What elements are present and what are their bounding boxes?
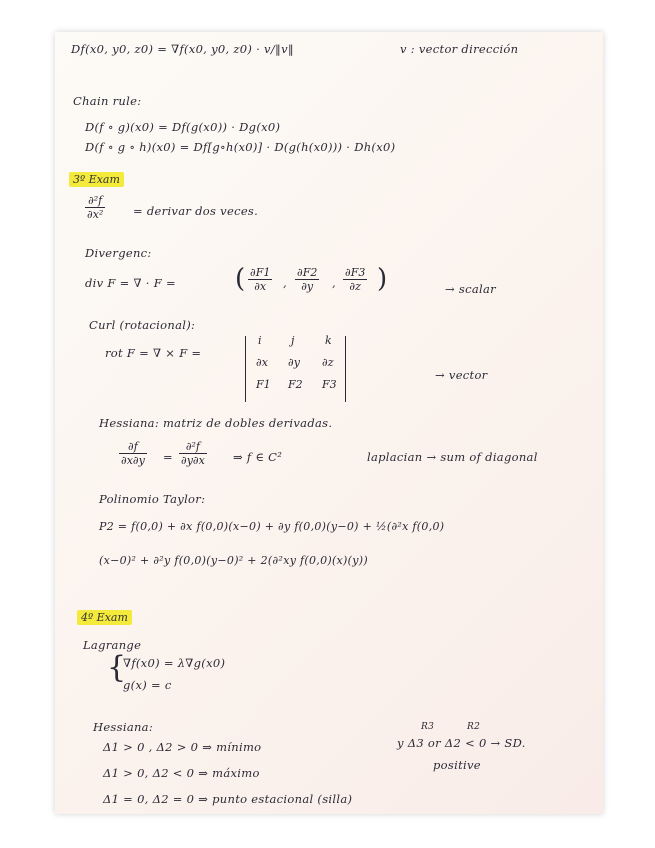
div-comma-2: , — [332, 276, 336, 290]
taylor-line-1: P2 = f(0,0) + ∂x f(0,0)(x−0) + ∂y f(0,0)(y−0) + ½(∂²x f(0,0) — [99, 520, 445, 533]
direction-vector-note: v : vector dirección — [400, 42, 519, 56]
matrix-f2: F2 — [288, 378, 303, 391]
det-left-bar — [245, 336, 246, 402]
exam-4-highlight: 4º Exam — [77, 610, 132, 625]
matrix-dz: ∂z — [322, 356, 334, 369]
divergence-title: Divergenc: — [85, 246, 152, 260]
mixed2-den: ∂y∂x — [181, 454, 205, 467]
hessian-condition-min: Δ1 > 0 , Δ2 > 0 ⇒ mínimo — [103, 740, 262, 754]
exam-3-highlight: 3º Exam — [69, 172, 124, 187]
matrix-j: j — [291, 334, 295, 347]
divergence-lhs: div F = ∇ · F = — [85, 276, 176, 290]
div-comma-1: , — [283, 276, 287, 290]
lagrange-brace: { — [107, 650, 127, 685]
second-derivative-fraction — [85, 194, 105, 221]
lagrange-eq-1: ∇f(x0) = λ∇g(x0) — [123, 656, 226, 670]
chain-rule-line-2: D(f ∘ g ∘ h)(x0) = Df[g∘h(x0)] · D(g(h(x0))) · Dh(x0) — [85, 140, 396, 154]
matrix-f3: F3 — [322, 378, 337, 391]
mixed1-den: ∂x∂y — [121, 454, 145, 467]
div-open-paren: ( — [235, 264, 246, 294]
div-frac-2 — [295, 266, 319, 293]
directional-derivative: Df(x0, y0, z0) = ∇f(x0, y0, z0) · v/‖v‖ — [71, 42, 294, 56]
div-f3-den: ∂z — [349, 280, 361, 293]
positive-note: positive — [433, 758, 481, 772]
notebook-page — [55, 32, 603, 814]
equals-sign: = — [163, 450, 173, 464]
hessian-title: Hessiana: matriz de dobles derivadas. — [99, 416, 333, 430]
matrix-i: i — [258, 334, 262, 347]
curl-lhs: rot F = ∇ × F = — [105, 346, 202, 360]
definiteness-note: y Δ3 or Δ2 < 0 → SD. — [397, 736, 526, 750]
lagrange-title: Lagrange — [83, 638, 142, 652]
div-f1-den: ∂x — [254, 280, 267, 293]
matrix-dy: ∂y — [288, 356, 300, 369]
taylor-title: Polinomio Taylor: — [99, 492, 206, 506]
matrix-f1: F1 — [256, 378, 271, 391]
matrix-dx: ∂x — [256, 356, 268, 369]
mixed2-num: ∂²f — [179, 440, 207, 454]
curl-title: Curl (rotacional): — [89, 318, 196, 332]
det-right-bar — [345, 336, 346, 402]
hessian-condition-max: Δ1 > 0, Δ2 < 0 ⇒ máximo — [103, 766, 260, 780]
matrix-k: k — [325, 334, 332, 347]
second-derivative-text: = derivar dos veces. — [133, 204, 259, 218]
div-frac-3 — [343, 266, 367, 293]
second-derivative-num: ∂²f — [85, 194, 105, 208]
taylor-line-2: (x−0)² + ∂²y f(0,0)(y−0)² + 2(∂²xy f(0,0)(x)(y)) — [99, 554, 368, 567]
div-f2-den: ∂y — [301, 280, 314, 293]
div-f3-num: ∂F3 — [345, 266, 366, 279]
hessian-condition-saddle: Δ1 = 0, Δ2 = 0 ⇒ punto estacional (silla) — [103, 792, 353, 806]
second-derivative-den: ∂x² — [87, 208, 104, 221]
mixed-partial-1 — [119, 440, 147, 467]
laplacian-note: laplacian → sum of diagonal — [367, 450, 538, 464]
chain-rule-title: Chain rule: — [73, 94, 142, 108]
hessian-implication: ⇒ f ∈ C² — [233, 450, 283, 464]
curl-result: → vector — [435, 368, 488, 382]
div-frac-1 — [248, 266, 272, 293]
lagrange-eq-2: g(x) = c — [123, 678, 172, 692]
label-r3: R3 — [421, 722, 435, 732]
mixed1-num: ∂f — [119, 440, 147, 454]
div-close-paren: ) — [377, 264, 388, 294]
divergence-result: → scalar — [445, 282, 496, 296]
div-f2-num: ∂F2 — [297, 266, 318, 279]
chain-rule-line-1: D(f ∘ g)(x0) = Df(g(x0)) · Dg(x0) — [85, 120, 281, 134]
mixed-partial-2 — [179, 440, 207, 467]
label-r2: R2 — [467, 722, 481, 732]
hessian-conditions-title: Hessiana: — [93, 720, 154, 734]
div-f1-num: ∂F1 — [250, 266, 271, 279]
